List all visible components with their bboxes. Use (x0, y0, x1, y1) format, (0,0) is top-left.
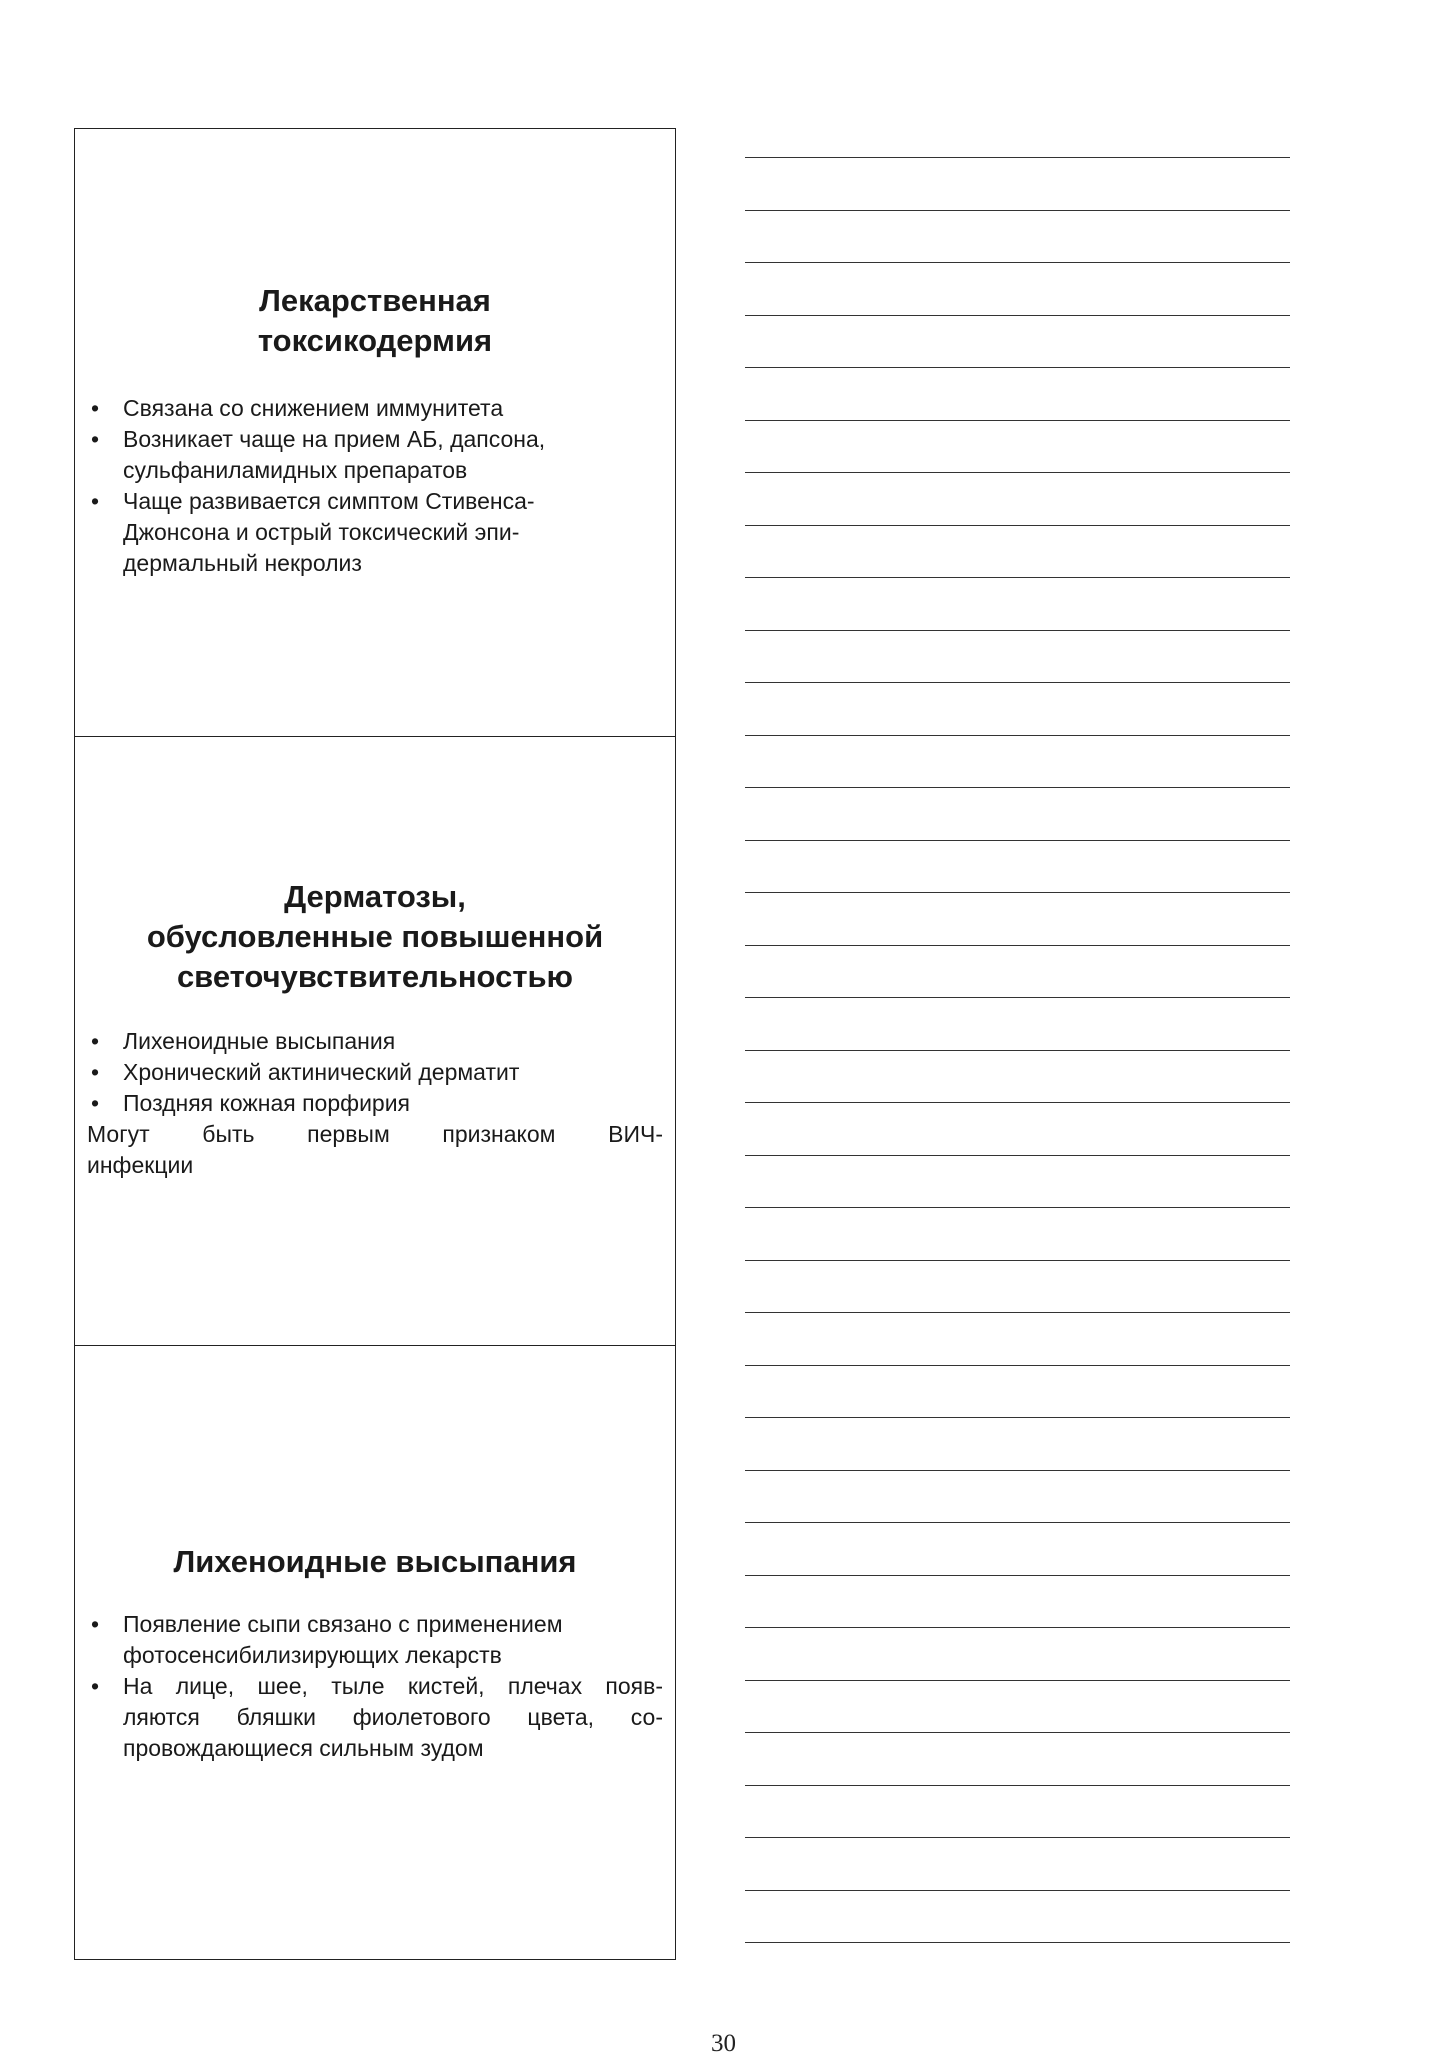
note-line: Могут быть первым признаком ВИЧ- (87, 1121, 663, 1147)
title-line: Дерматозы, (284, 879, 466, 914)
note-rule-line (745, 1260, 1290, 1261)
slide-title (75, 877, 675, 997)
note-rule-line (745, 945, 1290, 946)
bullet-item: • Лихеноидные высыпания (87, 1026, 663, 1057)
bullet-item: • Хронический актинический дерматит (87, 1057, 663, 1088)
title-line: обусловленные повышенной (146, 919, 604, 954)
bullet-list (87, 393, 663, 579)
note-rule-line (745, 1942, 1290, 1943)
bullet-item: • Возникает чаще на прием АБ, дапсона, сульфаниламидных препаратов (87, 424, 663, 486)
note-rule-line (745, 1155, 1290, 1156)
bullet-item: • Поздняя кожная порфирия (87, 1088, 663, 1119)
note-rule-line (745, 157, 1290, 158)
note-line: инфекции (87, 1152, 194, 1178)
note-rule-line (745, 1102, 1290, 1103)
note-rule-line (745, 315, 1290, 316)
note-rule-line (745, 1365, 1290, 1366)
note-rule-line (745, 210, 1290, 211)
slide-title (75, 281, 675, 361)
note-rule-line (745, 472, 1290, 473)
note-rule-line (745, 1890, 1290, 1891)
note-rule-line (745, 1575, 1290, 1576)
note-rule-line (745, 1837, 1290, 1838)
bullet-list (87, 1609, 663, 1764)
slide-2 (75, 736, 675, 1345)
note-rule-line (745, 1470, 1290, 1471)
slide-note (87, 1119, 663, 1181)
note-rule-line (745, 1050, 1290, 1051)
note-rule-line (745, 630, 1290, 631)
note-rule-line (745, 1732, 1290, 1733)
title-line: Лекарственная (259, 283, 491, 318)
note-rule-line (745, 735, 1290, 736)
note-rule-line (745, 682, 1290, 683)
note-rule-line (745, 1522, 1290, 1523)
note-rule-line (745, 577, 1290, 578)
note-rule-line (745, 1627, 1290, 1628)
bullet-item: • Чаще развивается симптом Стивенса- Джонсона и острый токсический эпи- дермальный некролиз (87, 486, 663, 579)
slide-3 (75, 1345, 675, 1961)
note-rule-line (745, 892, 1290, 893)
note-rule-line (745, 1680, 1290, 1681)
note-rule-line (745, 1785, 1290, 1786)
slide-1 (75, 129, 675, 736)
page-number: 30 (711, 2030, 736, 2057)
note-rule-line (745, 997, 1290, 998)
note-rule-line (745, 420, 1290, 421)
note-rule-line (745, 262, 1290, 263)
note-rule-line (745, 525, 1290, 526)
title-line: светочувствительностью (176, 959, 574, 994)
note-rule-line (745, 840, 1290, 841)
bullet-item: • Связана со снижением иммунитета (87, 393, 663, 424)
note-rule-line (745, 787, 1290, 788)
slides-panel (74, 128, 676, 1960)
note-rule-line (745, 1312, 1290, 1313)
bullet-list (87, 1026, 663, 1119)
note-rule-line (745, 1207, 1290, 1208)
title-line: токсикодермия (257, 323, 493, 358)
note-rule-line (745, 367, 1290, 368)
bullet-item: • На лице, шее, тыле кистей, плечах появ- ляются бляшки фиолетового цвета, со- провождающиеся сильным зудом (87, 1671, 663, 1764)
note-rule-line (745, 1417, 1290, 1418)
bullet-item: • Появление сыпи связано с применением фотосенсибилизирующих лекарств (87, 1609, 663, 1671)
title-line: Лихеноидные высыпания (173, 1544, 577, 1579)
slide-title (75, 1542, 675, 1582)
